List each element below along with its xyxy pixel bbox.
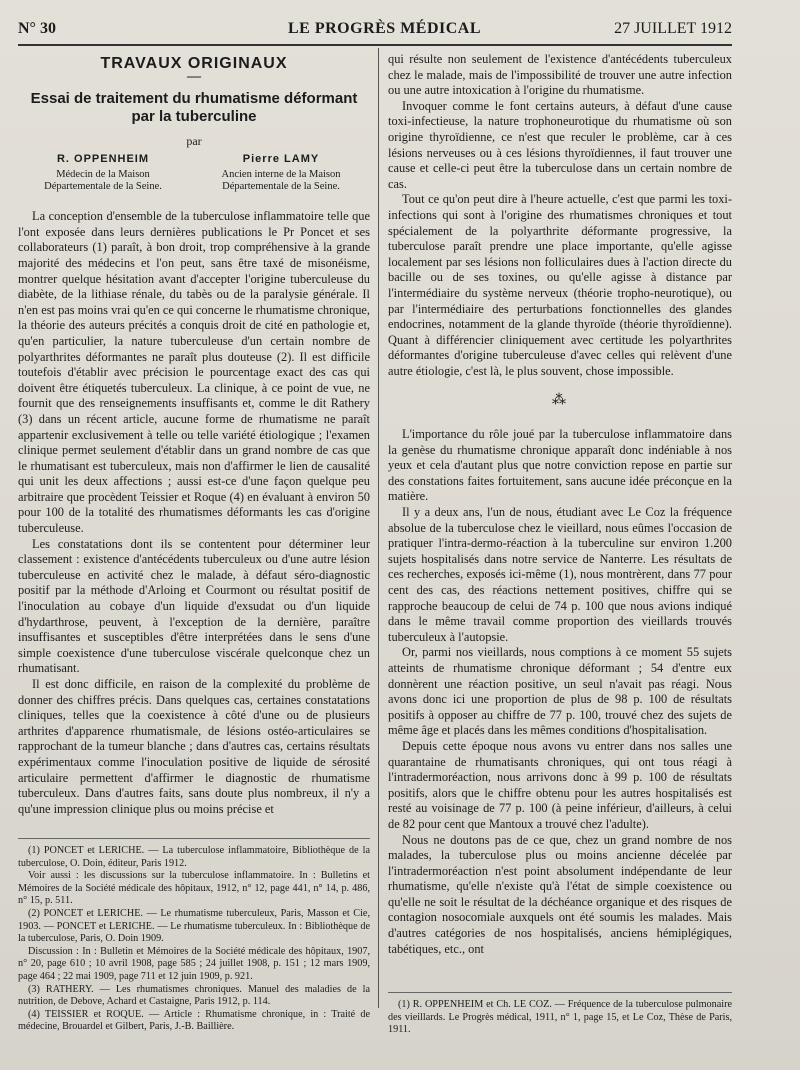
section-dash: — [187,68,201,84]
footnote: Voir aussi : les discussions sur la tuberculose inflammatoire. In : Bulletins et Mémoires de la Société médicale des hôpitaux, 1912, n° 12, page 441, n° 14, p. 486, n° 15, p. 511. [18,870,370,907]
footnote: (1) R. OPPENHEIM et Ch. LE COZ. — Fréquence de la tuberculose pulmonaire des vieillards. Le Progrès médical, 1911, n° 1, page 15, et Le Coz, Thèse de Paris, 1911. [388,999,732,1036]
body-paragraph: La conception d'ensemble de la tuberculose inflammatoire telle que l'ont exposée dans leurs dernières publications le Pr Poncet et ses collaborateurs (1) paraît, à bon droit, trop compréhensive à la grande majorité des médecins et l'on peut, sans être taxé de misonéisme, montrer quelque hésitation avant d'accepter l'origine tuberculeuse du diabète, de la lithiase rénale, du tabès ou de la paralysie générale. Il n'en est pas moins vrai qu'en ce qui concerne le rhumatisme chronique, la théorie des auteurs précités a conquis droit de cité en pathologie et, qu'en particulier, la nature tuberculeuse d'un certain nombre de polyarthrites déformantes ne paraît plus douteuse (2). Il est difficile toutefois d'établir avec précision le pourcentage exact des cas qui doivent être étiquetés tuberculeux. La clinique, à ce point de vue, ne fournit que des renseignements insuffisants et, comme le dit Rathery (3) dans un récent article, aucune forme de rhumatisme ne paraît appartenir exclusivement à telle ou telle variété étiologique ; l'examen clinique permet seulement d'établir dans un grand nombre de cas que le rhumatisant est tuberculeux, mais non d'affirmer le lien de causalité qui unit les deux affections ; aussi est-ce d'une façon quelque peu arbitraire que procèdent Teissier et Roque (4) en évaluant à environ 50 pour 100 de la totalité des rhumatismes déformants les cas d'origine tuberculeuse. [18,209,370,536]
body-paragraph: Il y a deux ans, l'un de nous, étudiant avec Le Coz la fréquence absolue de la tuberculose chez le vieillard, nous eûmes l'occasion de pratiquer l'intra-dermo-réaction à la tuberculine sur environ 1.200 sujets hospitalisés dans notre service de Nanterre. Les résultats de ces recherches, exposés ici-même (1), nous montrèrent, dans 77 pour cent des cas, des réactions nettement positives, chiffre qui se rapproche beaucoup de celui de 74 p. 100 que nous avions indiqué dans le même travail comme proportion des vieillards trouvés tuberculeux à l'autopsie. [388,505,732,644]
article-title: Essai de traitement du rhumatisme déformant par la tuberculine [30,89,358,125]
author-lamy [196,153,366,193]
author-oppenheim [18,153,188,193]
section-separator: ⁂ [552,393,568,409]
footnote: (1) PONCET et LERICHE. — La tuberculose inflammatoire, Bibliothèque de la tuberculose, O. Doin, éditeur, Paris 1912. [18,845,370,869]
body-paragraph: Or, parmi nos vieillards, nous comptions à ce moment 55 sujets atteints de rhumatisme chronique déformant ; 54 d'entre eux donnèrent une réaction positive, un seul n'avait pas réagi. Nous avons donc ici une proportion de plus de 98 p. 100 de résultats positifs à opposer au chiffre de 77 p. 100, trouvé chez des sujets de même âge et placés dans les mêmes conditions d'hospitalisation. [388,645,732,738]
right-footnotes [388,992,732,1037]
author-affiliation: Médecin de la Maison [56,169,150,181]
byline-par: par [186,133,202,148]
issue-number: N° 30 [18,20,56,37]
author-affiliation: Départementale de la Seine. [222,181,340,193]
right-column [388,52,732,1036]
body-paragraph: Il est donc difficile, en raison de la complexité du problème de donner des chiffres précis. Dans quelques cas, certaines constatations cliniques, telles que la coexistence à côté d'une ou de plusieurs arthrites d'apparence rhumatismale, de lésions ostéo-articulaires se rapprochant de la tumeur blanche ; dans d'autres cas, certains résultats expérimentaux comme l'inoculation positive de liquide de sérosité articulaire permettent d'affirmer le diagnostic de rhumatisme tuberculeux. Dans d'autres faits, sans doute plus nombreux, il n'y a qu'une impression clinique plus ou moins précise et [18,677,370,816]
body-paragraph: Nous ne doutons pas de ce que, chez un grand nombre de nos malades, la tuberculose plus ou moins ancienne décelée par l'intradermoréaction n'est point absolument indépendante de leur rhumatisme, qu'elle n'existe qu'à l'état de simple coexistence ou qu'elle ne soit le résultat de la déchéance organique et des risques de contagion nosocomiale auxquels ont été soumis les malades. Mais d'autres catégories de nos hospitalisés, anciens hémiplégiques, tabétiques, etc., ont [388,832,732,956]
author-affiliation: Ancien interne de la Maison [221,169,341,181]
running-head [18,12,732,42]
body-paragraph: L'importance du rôle joué par la tuberculose inflammatoire dans la genèse du rhumatisme chronique apparaît donc indéniable à nos yeux et cela d'autant plus que notre conviction repose en partie sur des constations faites fortuitement, sans aucune idée préconçue en la matière. [388,427,732,504]
body-paragraph: qui résulte non seulement de l'existence d'antécédents tuberculeux chez le malade, mais de l'impossibilité de trouver une autre infection ou une autre intoxication à l'origine du rhumatisme. [388,52,732,98]
footnote: (3) RATHERY. — Les rhumatismes chroniques. Manuel des maladies de la nutrition, de Debove, Achard et Castaigne, Paris 1912, p. 114. [18,983,370,1008]
authors-block [18,153,370,203]
column-divider [378,48,379,1008]
left-column [18,52,370,1033]
body-paragraph: Invoquer comme le font certains auteurs, à défaut d'une cause toxi-infectieuse, la nature trophoneurotique du rhumatisme où son origine thyroïdienne, ce n'est que reculer le problème, car à ces lésions nerveuses ou à ces lésions thyroïdiennes, il faut trouver une cause et celle-ci peut être la tuberculose dans un certain nombre de cas. [388,98,732,191]
section-title: TRAVAUX ORIGINAUX [100,55,288,72]
body-paragraph: Tout ce qu'on peut dire à l'heure actuelle, c'est que parmi les toxi-infections qui sont à l'origine des rhumatismes chroniques et tout spécialement de la polyarthrite déformante progressive, la tuberculose paraît prendre une place importante, qu'elle agisse localement par ses lésions non folliculaires dues à l'action directe du bacille ou de ses toxines, ou qu'elle agisse à distance par l'intermédiaire du système nerveux (théorie tropho-neurotique), ou par l'intermédiaire des perturbations fonctionnelles des glandes endocrines, notamment de la glande thyroïde (théorie thyroïdienne). Quant à différencier cliniquement avec certitude les polyarthrites déformantes d'origine tuberculeuse d'avec celles qui relèvent d'une autre étiologie, c'est là, le plus souvent, chose impossible. [388,192,732,378]
footnote: (2) PONCET et LERICHE. — Le rhumatisme tuberculeux, Paris, Masson et Cie, 1903. — PONCET et LERICHE. — Le rhumatisme tuberculeux. In : Bibliothèque de la tuberculose, Paris, O. Doin 1909. [18,907,370,945]
body-paragraph: Les constatations dont ils se contentent pour déterminer leur classement : existence d'antécédents tuberculeux ou d'une autre lésion tuberculeuse en activité chez le malade, à défaut séro-diagnostic positif par la méthode d'Arloing et Courmont ou résultat positif de l'inoculation au cobaye d'un liquide d'exsudat ou d'un liquide d'hydarthrose, peuvent, à l'exception de la dernière, paraître insuffisantes et susceptibles d'être interprétées dans le sens d'une simple coexistence d'une tuberculose viscérale quelconque chez un rhumatisant. [18,536,370,676]
author-name: R. OPPENHEIM [56,153,150,166]
footnote: (4) TEISSIER et ROQUE. — Article : Rhumatisme chronique, in : Traité de médecine, Brouardel et Gilbert, Paris, J.-B. Baillière. [18,1008,370,1033]
issue-date: 27 JUILLET 1912 [614,20,732,37]
journal-title: LE PROGRÈS MÉDICAL [288,20,482,37]
body-paragraph: Depuis cette époque nous avons vu entrer dans nos salles une quarantaine de rhumatisants chroniques, qui ont tous réagi à l'intradermoréaction, nous arrivons donc à 99 p. 100 de résultats positifs, alors que le chiffre obtenu pour les autres hospitalisés est resté au voisinage de 77 p. 100 (à peine inférieur, d'ailleurs, à celui de 82 pour cent que Mantoux a trouvé chez l'adulte). [388,738,732,831]
author-affiliation: Départementale de la Seine. [44,181,162,193]
author-name: Pierre LAMY [242,153,320,166]
footnote: Discussion : In : Bulletin et Mémoires de la Société médicale des hôpitaux, 1907, n° 20, page 610 ; 10 avril 1908, page 585 ; 24 juillet 1908, p. 151 ; 12 mars 1909, page 464 ; 22 mai 1909, page 711 et 12 juin 1909, p. 921. [18,945,370,982]
left-footnotes [18,838,370,1034]
header-rule [18,44,732,46]
